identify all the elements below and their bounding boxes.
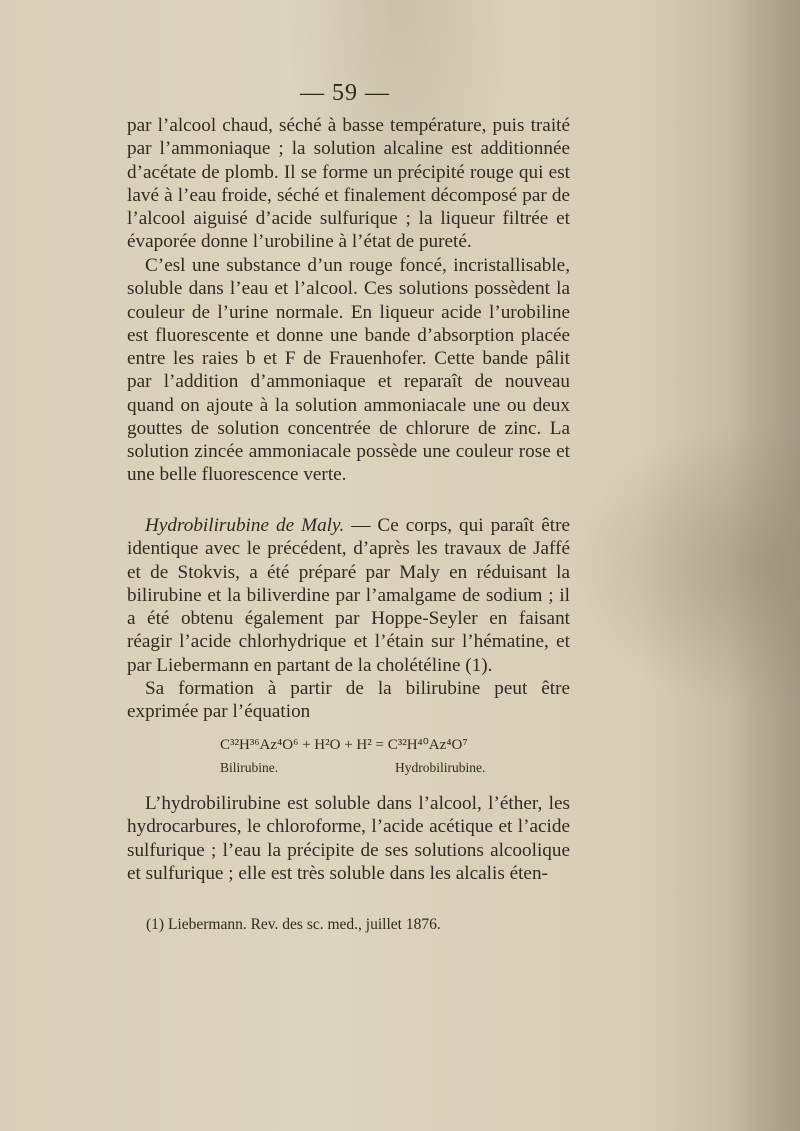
page-number: — 59 — <box>300 80 390 106</box>
paragraph-5 <box>127 792 570 885</box>
equation-label-right: Hydrobilirubine. <box>395 760 486 775</box>
page-edge-shadow <box>730 0 800 1131</box>
paragraph-5-text: L’hydrobilirubine est soluble dans l’alcool, l’éther, les hydrocarbures, le chloroforme, l’acide acétique et l’acide sulfurique ; l’eau la précipite de ses solutions alcoolique et sulfurique ; elle est très soluble dans les alcalis éten- <box>127 793 570 884</box>
paragraph-3 <box>127 514 570 677</box>
chemical-equation: C³²H³⁶Az⁴O⁶ + H²O + H² = C³²H⁴⁰Az⁴O⁷ <box>220 737 468 753</box>
paragraph-2 <box>127 254 570 487</box>
footnote: (1) Liebermann. Rev. des sc. med., juillet 1876. <box>146 916 441 933</box>
paragraph-3-text <box>127 514 570 677</box>
equation-label-left: Bilirubine. <box>220 760 279 775</box>
paragraph-4-text: Sa formation à partir de la bilirubine peut être exprimée par l’équation <box>127 678 570 723</box>
section-heading: Hydrobilirubine de Maly. <box>145 515 345 536</box>
paragraph-3-body: — Ce corps, qui paraît être identique avec le précédent, d’après les travaux de Jaffé et de Stokvis, a été préparé par Maly en réduisant la bilirubine et la biliverdine par l’amalgame de sodium ; il a été obtenu également par Hoppe-Seyler en faisant réagir l’acide chlorhydrique et l’étain sur l’hématine, et par Liebermann en partant de la cholétéline (1). <box>127 515 570 676</box>
paragraph-1 <box>127 114 570 254</box>
paragraph-2-text: C’esl une substance d’un rouge foncé, incristallisable, soluble dans l’eau et l’alcool. Ces solutions possèdent la couleur de l’urine normale. En liqueur acide l’urobiline est fluorescente et donne une bande d’absorption placée entre les raies b et F de Frauenhofer. Cette bande pâlit par l’addition d’ammoniaque et reparaît de nouveau quand on ajoute à la solution ammoniacale une ou deux gouttes de solution concentrée de chlorure de zinc. La solution zincée ammoniacale possède une couleur rose et une belle fluorescence verte. <box>127 255 570 486</box>
paragraph-4 <box>127 677 570 724</box>
paragraph-1-text: par l’alcool chaud, séché à basse température, puis traité par l’ammoniaque ; la solution alcaline est additionnée d’acétate de plomb. Il se forme un précipité rouge qui est lavé à l’eau froide, séché et finalement décomposé par de l’alcool aiguisé d’acide sulfurique ; la liqueur filtrée et évaporée donne l’urobiline à l’état de pureté. <box>127 115 570 253</box>
